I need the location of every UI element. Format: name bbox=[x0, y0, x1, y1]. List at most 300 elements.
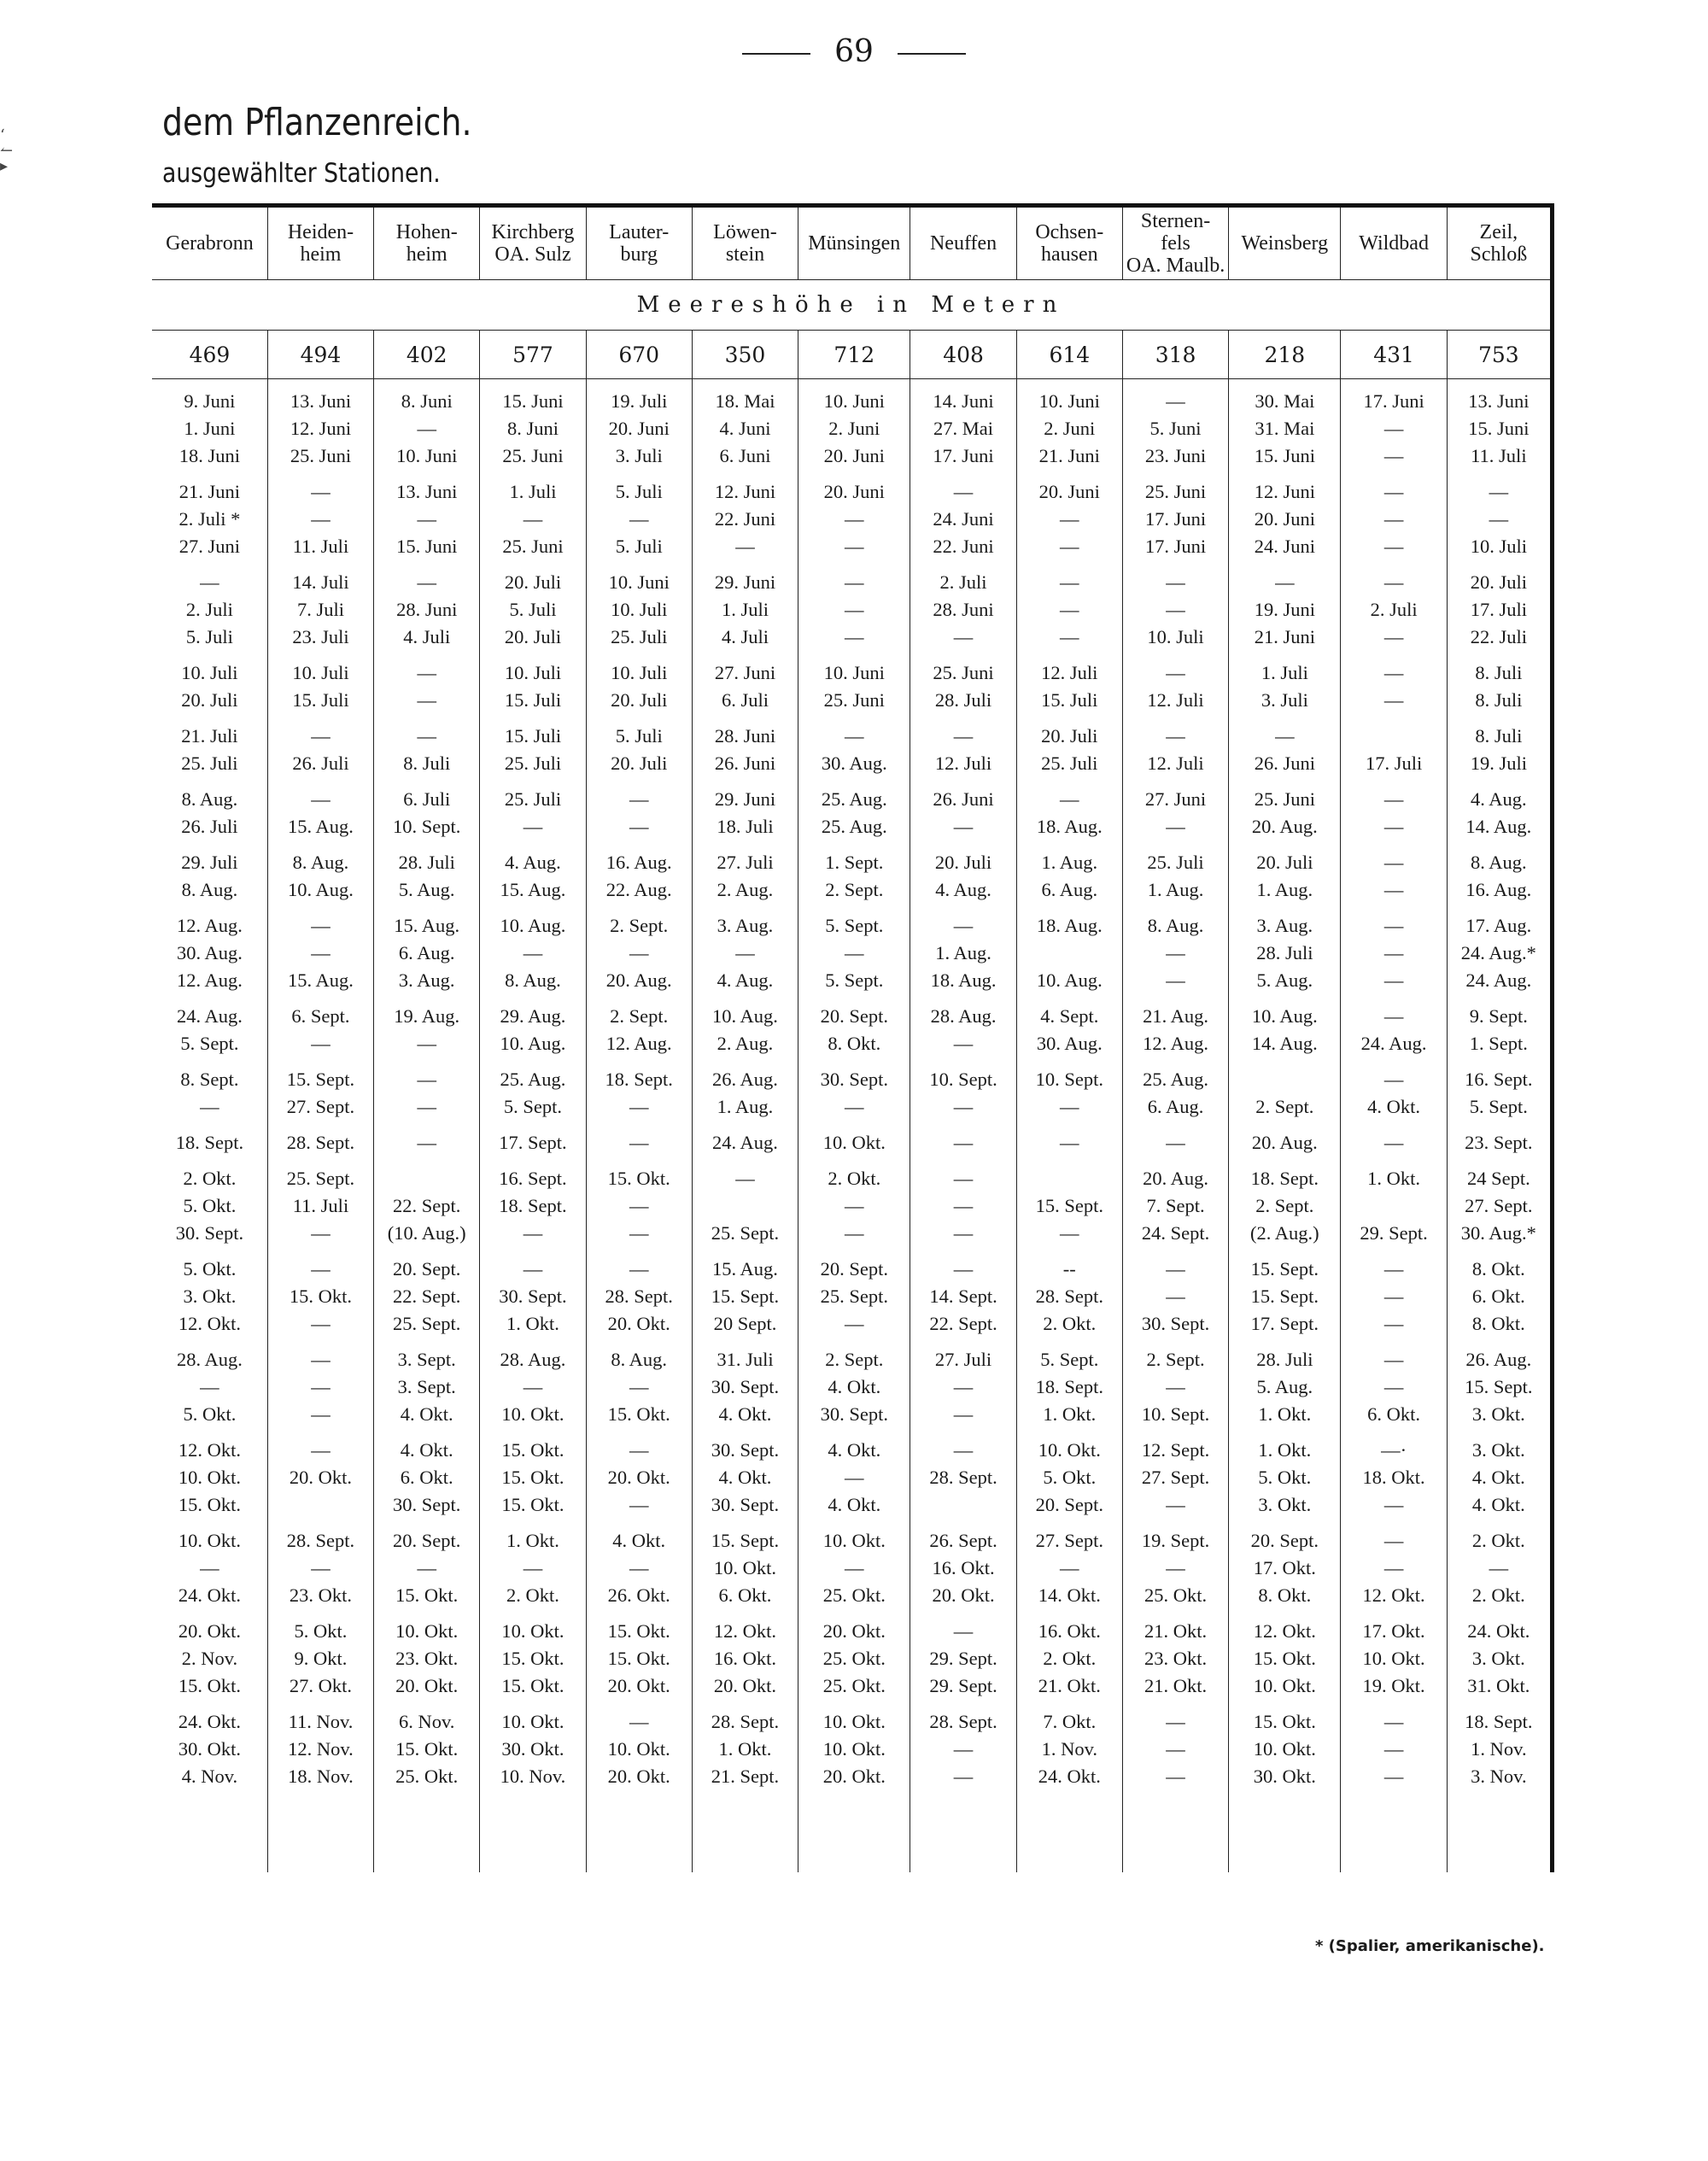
date-cell: 3. Okt. bbox=[1447, 1401, 1552, 1428]
date-cell: 15. Sept. bbox=[1229, 1247, 1341, 1283]
date-cell: 15. Okt. bbox=[1229, 1700, 1341, 1736]
date-cell: 5. Aug. bbox=[1229, 1373, 1341, 1401]
date-cell: 8. Aug. bbox=[181, 879, 238, 900]
table-row bbox=[152, 624, 1553, 651]
date-cell: 6. Juli bbox=[374, 777, 480, 813]
date-cell: 17. Juni bbox=[1341, 379, 1447, 416]
table-row bbox=[152, 1700, 1553, 1736]
date-cell: 22. Juni bbox=[910, 533, 1016, 560]
date-cell: 11. Juli bbox=[267, 1192, 373, 1220]
date-cell: 29. Juli bbox=[181, 852, 238, 873]
date-cell: 2. Aug. bbox=[692, 876, 798, 904]
date-cell: 24. Aug. bbox=[1341, 1030, 1447, 1057]
table-row bbox=[152, 470, 1553, 506]
date-cell: 16. Okt. bbox=[692, 1645, 798, 1672]
date-cell: 15. Aug. bbox=[480, 876, 586, 904]
date-cell: — bbox=[1341, 1700, 1447, 1736]
date-cell: 1. Okt. bbox=[480, 1310, 586, 1338]
spacer-cell bbox=[586, 1790, 692, 1872]
date-cell: 10. Aug. bbox=[480, 1030, 586, 1057]
date-cell bbox=[267, 1491, 373, 1519]
date-cell: 18. Sept. bbox=[175, 1132, 244, 1153]
date-cell: 8. Aug. bbox=[586, 1338, 692, 1373]
table-row bbox=[152, 1763, 1553, 1790]
table-row bbox=[152, 1030, 1553, 1057]
date-cell: 15. Okt. bbox=[480, 1464, 586, 1491]
date-cell: 10. Nov. bbox=[480, 1763, 586, 1790]
date-cell: — bbox=[1122, 596, 1228, 624]
date-cell: — bbox=[798, 1220, 910, 1247]
elevation-value: 218 bbox=[1229, 331, 1341, 379]
date-cell: 8. Okt. bbox=[1447, 1247, 1552, 1283]
date-cell: 16. Okt. bbox=[910, 1555, 1016, 1582]
date-cell: — bbox=[267, 904, 373, 940]
date-cell: 21. Okt. bbox=[1122, 1672, 1228, 1700]
date-cell: — bbox=[1016, 596, 1122, 624]
date-cell: 10. Juli bbox=[586, 596, 692, 624]
elevation-value: 614 bbox=[1016, 331, 1122, 379]
date-cell: — bbox=[1122, 1555, 1228, 1582]
date-cell: 12. Okt. bbox=[1341, 1582, 1447, 1609]
date-cell: 24. Juni bbox=[910, 506, 1016, 533]
station-header-row bbox=[152, 206, 1553, 280]
date-cell: 10. Juni bbox=[1016, 379, 1122, 416]
date-cell: 20. Aug. bbox=[1229, 813, 1341, 840]
date-cell: 5. Sept. bbox=[798, 904, 910, 940]
date-cell: 30. Okt. bbox=[178, 1738, 241, 1760]
date-cell: — bbox=[1341, 1491, 1447, 1519]
date-cell: — bbox=[1016, 777, 1122, 813]
date-cell: — bbox=[1341, 1338, 1447, 1373]
date-cell: 20. Juli bbox=[1447, 560, 1552, 596]
date-cell: — bbox=[1341, 470, 1447, 506]
date-cell: 20. Juni bbox=[798, 442, 910, 470]
date-cell: 19. Juli bbox=[1447, 750, 1552, 777]
date-cell: 24. Okt. bbox=[178, 1584, 241, 1606]
date-cell: 6. Aug. bbox=[374, 940, 480, 967]
date-cell: 8. Okt. bbox=[798, 1030, 910, 1057]
date-cell: 10. Sept. bbox=[910, 1057, 1016, 1093]
footnote: * (Spalier, amerikanische). bbox=[1315, 1937, 1545, 1955]
date-cell: — bbox=[586, 1121, 692, 1157]
table-row bbox=[152, 1672, 1553, 1700]
date-cell: 4. Okt. bbox=[798, 1428, 910, 1464]
table-row bbox=[152, 1057, 1553, 1093]
date-cell: — bbox=[1447, 470, 1552, 506]
date-cell: 15. Sept. bbox=[1447, 1373, 1552, 1401]
date-cell: 2. Nov. bbox=[181, 1648, 238, 1669]
table-row bbox=[152, 904, 1553, 940]
date-cell: 5. Juli bbox=[480, 596, 586, 624]
date-cell: 30. Sept. bbox=[1122, 1310, 1228, 1338]
date-cell: 21. Juli bbox=[181, 725, 238, 747]
date-cell: 25. Aug. bbox=[798, 813, 910, 840]
date-cell: 1. Aug. bbox=[1122, 876, 1228, 904]
date-cell: — bbox=[480, 940, 586, 967]
date-cell: 29. Juni bbox=[692, 777, 798, 813]
date-cell: 17. Okt. bbox=[1341, 1609, 1447, 1645]
date-cell: — bbox=[1122, 967, 1228, 994]
page-number bbox=[0, 34, 1708, 69]
date-cell: 4. Okt. bbox=[692, 1401, 798, 1428]
date-cell bbox=[374, 1157, 480, 1192]
date-cell: 28. Aug. bbox=[176, 1349, 243, 1370]
date-cell: 16. Aug. bbox=[586, 840, 692, 876]
date-cell: 24. Aug. bbox=[176, 1005, 243, 1027]
date-cell: 18. Aug. bbox=[1016, 813, 1122, 840]
date-cell: — bbox=[1122, 813, 1228, 840]
date-cell: 10. Juli bbox=[1122, 624, 1228, 651]
spacer-cell bbox=[480, 1790, 586, 1872]
table-row bbox=[152, 1736, 1553, 1763]
date-cell: 10. Juni bbox=[798, 651, 910, 687]
date-cell: 3. Okt. bbox=[1447, 1645, 1552, 1672]
date-cell: 16. Sept. bbox=[1447, 1057, 1552, 1093]
elevation-value: 408 bbox=[910, 331, 1016, 379]
date-cell: 30. Sept. bbox=[374, 1491, 480, 1519]
date-cell: 20. Sept. bbox=[1016, 1491, 1122, 1519]
date-cell: — bbox=[586, 1220, 692, 1247]
date-cell: 9. Juni bbox=[184, 390, 236, 412]
date-cell: 30. Aug. bbox=[176, 942, 243, 963]
date-cell: 15. Okt. bbox=[480, 1491, 586, 1519]
date-cell: 15. Sept. bbox=[1229, 1283, 1341, 1310]
date-cell: 27. Juni bbox=[692, 651, 798, 687]
date-cell: 25. Okt. bbox=[1122, 1582, 1228, 1609]
date-cell: 15. Juli bbox=[480, 714, 586, 750]
date-cell: 21. Okt. bbox=[1122, 1609, 1228, 1645]
date-cell: 20. Aug. bbox=[1122, 1157, 1228, 1192]
date-cell: 25. Sept. bbox=[798, 1283, 910, 1310]
date-cell: — bbox=[374, 1093, 480, 1121]
date-cell bbox=[1341, 714, 1447, 750]
date-cell bbox=[910, 1491, 1016, 1519]
date-cell: 17. Sept. bbox=[480, 1121, 586, 1157]
table-row bbox=[152, 1192, 1553, 1220]
date-cell: 28. Juli bbox=[1229, 940, 1341, 967]
date-cell: — bbox=[586, 1093, 692, 1121]
date-cell: 28. Juli bbox=[374, 840, 480, 876]
date-cell: — bbox=[1341, 687, 1447, 714]
date-cell: 18. Juni bbox=[178, 445, 241, 466]
station-name: Heiden- heim bbox=[267, 206, 373, 280]
date-cell: 19. Juni bbox=[1229, 596, 1341, 624]
date-cell: 16. Sept. bbox=[480, 1157, 586, 1192]
date-cell: 18. Sept. bbox=[586, 1057, 692, 1093]
date-cell: 3. Okt. bbox=[183, 1285, 237, 1307]
date-cell: 2. Okt. bbox=[1016, 1645, 1122, 1672]
table-row bbox=[152, 687, 1553, 714]
date-cell: 4. Okt. bbox=[798, 1373, 910, 1401]
date-cell: 3. Nov. bbox=[1447, 1763, 1552, 1790]
elevation-row bbox=[152, 331, 1553, 379]
date-cell: 17. Juni bbox=[1122, 506, 1228, 533]
phenology-table bbox=[152, 203, 1554, 1872]
date-cell: 15. Aug. bbox=[267, 967, 373, 994]
station-name: Sternen- fels OA. Maulb. bbox=[1122, 206, 1228, 280]
date-cell: 19. Juli bbox=[586, 379, 692, 416]
date-cell: 10. Okt. bbox=[1341, 1645, 1447, 1672]
date-cell: — bbox=[374, 1057, 480, 1093]
date-cell: 27. Sept. bbox=[1016, 1519, 1122, 1555]
date-cell: 2. Sept. bbox=[586, 994, 692, 1030]
date-cell: 24. Sept. bbox=[1122, 1220, 1228, 1247]
date-cell: 10. Sept. bbox=[374, 813, 480, 840]
date-cell: 20. Sept. bbox=[798, 1247, 910, 1283]
date-cell: 10. Aug. bbox=[1016, 967, 1122, 994]
date-cell: 26. Juni bbox=[692, 750, 798, 777]
date-cell: 27. Juli bbox=[692, 840, 798, 876]
date-cell: 26. Juni bbox=[1229, 750, 1341, 777]
date-cell: — bbox=[586, 1247, 692, 1283]
spacer-cell bbox=[267, 1790, 373, 1872]
date-cell: 18. Aug. bbox=[910, 967, 1016, 994]
date-cell: 2. Okt. bbox=[1447, 1582, 1552, 1609]
date-cell: 28. Juli bbox=[1229, 1338, 1341, 1373]
date-cell: 10. Okt. bbox=[178, 1467, 241, 1488]
date-cell: — bbox=[910, 1220, 1016, 1247]
date-cell: — bbox=[480, 1247, 586, 1283]
date-cell: — bbox=[798, 596, 910, 624]
date-cell: 25. Aug. bbox=[480, 1057, 586, 1093]
date-cell: — bbox=[798, 624, 910, 651]
table-row bbox=[152, 1491, 1553, 1519]
date-cell: 25. Okt. bbox=[798, 1582, 910, 1609]
date-cell: 2. Okt. bbox=[1447, 1519, 1552, 1555]
elevation-value: 670 bbox=[586, 331, 692, 379]
date-cell: 5. Juli bbox=[586, 470, 692, 506]
date-cell: 27. Juni bbox=[178, 536, 241, 557]
date-cell: — bbox=[910, 1373, 1016, 1401]
date-cell: 29. Sept. bbox=[910, 1672, 1016, 1700]
date-cell: 20. Okt. bbox=[267, 1464, 373, 1491]
date-cell: — bbox=[910, 1428, 1016, 1464]
elevation-value: 494 bbox=[267, 331, 373, 379]
date-cell: 30. Sept. bbox=[175, 1222, 244, 1244]
station-name: Wildbad bbox=[1341, 206, 1447, 280]
date-cell: 28. Sept. bbox=[692, 1700, 798, 1736]
date-cell: 4. Okt. bbox=[374, 1428, 480, 1464]
date-cell: 10. Okt. bbox=[1016, 1428, 1122, 1464]
date-cell: 3. Sept. bbox=[374, 1373, 480, 1401]
date-cell: — bbox=[692, 533, 798, 560]
date-cell: 3. Aug. bbox=[374, 967, 480, 994]
date-cell: 20. Sept. bbox=[374, 1519, 480, 1555]
date-cell: 30. Sept. bbox=[798, 1401, 910, 1428]
date-cell: 12. Aug. bbox=[176, 915, 243, 936]
date-cell: 25. Aug. bbox=[798, 777, 910, 813]
date-cell: 10. Okt. bbox=[586, 1736, 692, 1763]
date-cell: — bbox=[798, 533, 910, 560]
date-cell: 20. Juni bbox=[798, 470, 910, 506]
date-cell: — bbox=[267, 506, 373, 533]
date-cell: — bbox=[267, 1401, 373, 1428]
date-cell: 1. Nov. bbox=[1016, 1736, 1122, 1763]
station-name: Neuffen bbox=[910, 206, 1016, 280]
date-cell: 4. Okt. bbox=[1341, 1093, 1447, 1121]
date-cell: 15. Sept. bbox=[692, 1519, 798, 1555]
station-name: Gerabronn bbox=[152, 206, 267, 280]
table-row bbox=[152, 1247, 1553, 1283]
date-cell: — bbox=[910, 714, 1016, 750]
date-cell: — bbox=[910, 904, 1016, 940]
date-cell: 28. Sept. bbox=[910, 1464, 1016, 1491]
date-cell: 27. Juni bbox=[1122, 777, 1228, 813]
date-cell: 2. Juni bbox=[798, 415, 910, 442]
date-cell: — bbox=[1122, 714, 1228, 750]
elevation-value: 469 bbox=[152, 331, 267, 379]
table-row bbox=[152, 442, 1553, 470]
date-cell: 22. Aug. bbox=[586, 876, 692, 904]
date-cell: 2. Sept. bbox=[798, 876, 910, 904]
date-cell: 1. Okt. bbox=[692, 1736, 798, 1763]
date-cell: 10. Okt. bbox=[178, 1530, 241, 1551]
station-name: Lauter- burg bbox=[586, 206, 692, 280]
table-row bbox=[152, 1555, 1553, 1582]
date-cell: 10. Okt. bbox=[692, 1555, 798, 1582]
spacer-cell bbox=[1229, 1790, 1341, 1872]
table-row bbox=[152, 1093, 1553, 1121]
date-cell: — bbox=[1341, 506, 1447, 533]
date-cell: 20. Juni bbox=[586, 415, 692, 442]
elevation-value: 431 bbox=[1341, 331, 1447, 379]
date-cell: 25. Juli bbox=[1016, 750, 1122, 777]
date-cell: 12. Okt. bbox=[178, 1439, 241, 1461]
date-cell: 20. Juli bbox=[586, 687, 692, 714]
date-cell: — bbox=[692, 940, 798, 967]
date-cell: 15. Juni bbox=[374, 533, 480, 560]
date-cell: — bbox=[586, 940, 692, 967]
station-name: Münsingen bbox=[798, 206, 910, 280]
date-cell: 18. Sept. bbox=[1229, 1157, 1341, 1192]
date-cell: 26. Juli bbox=[267, 750, 373, 777]
date-cell: 13. Juni bbox=[374, 470, 480, 506]
date-cell: 12. Aug. bbox=[1122, 1030, 1228, 1057]
date-cell: — bbox=[1016, 1555, 1122, 1582]
spacer-cell bbox=[798, 1790, 910, 1872]
date-cell: — bbox=[200, 1376, 219, 1397]
date-cell: 17. Juli bbox=[1447, 596, 1552, 624]
date-cell: — bbox=[586, 1373, 692, 1401]
table-row bbox=[152, 560, 1553, 596]
date-cell bbox=[1016, 1157, 1122, 1192]
date-cell: 3. Juli bbox=[1229, 687, 1341, 714]
date-cell: — bbox=[374, 651, 480, 687]
date-cell: 24. Aug. bbox=[692, 1121, 798, 1157]
date-cell: 10. Juli bbox=[267, 651, 373, 687]
date-cell: 28. Sept. bbox=[910, 1700, 1016, 1736]
table-row bbox=[152, 533, 1553, 560]
date-cell: 20. Okt. bbox=[178, 1620, 241, 1642]
date-cell: 10. Okt. bbox=[480, 1700, 586, 1736]
table-row bbox=[152, 1609, 1553, 1645]
date-cell: 1. Sept. bbox=[798, 840, 910, 876]
date-cell: 20. Juli bbox=[586, 750, 692, 777]
date-cell: 20. Sept. bbox=[374, 1247, 480, 1283]
date-cell: 10. Juni bbox=[374, 442, 480, 470]
date-cell: — bbox=[910, 1247, 1016, 1283]
date-cell: 5. Okt. bbox=[267, 1609, 373, 1645]
date-cell: 5. Okt. bbox=[183, 1258, 237, 1280]
date-cell: 20. Juli bbox=[910, 840, 1016, 876]
spacer-cell bbox=[692, 1790, 798, 1872]
date-cell: 18. Nov. bbox=[267, 1763, 373, 1790]
date-cell: 28. Sept. bbox=[1016, 1283, 1122, 1310]
date-cell: 15. Okt. bbox=[1229, 1645, 1341, 1672]
date-cell: 15. Juni bbox=[480, 379, 586, 416]
date-cell: 12. Juni bbox=[1229, 470, 1341, 506]
date-cell: 15. Aug. bbox=[692, 1247, 798, 1283]
date-cell: — bbox=[910, 1192, 1016, 1220]
date-cell: — bbox=[1341, 624, 1447, 651]
date-cell: — bbox=[586, 1555, 692, 1582]
date-cell: 5. Juli bbox=[586, 714, 692, 750]
date-cell: — bbox=[910, 1609, 1016, 1645]
date-cell: 20. Okt. bbox=[586, 1672, 692, 1700]
date-cell: 9. Okt. bbox=[267, 1645, 373, 1672]
date-cell: 2. Juli bbox=[1341, 596, 1447, 624]
date-cell: — bbox=[1122, 560, 1228, 596]
date-cell: — bbox=[480, 1373, 586, 1401]
date-cell: — bbox=[1341, 415, 1447, 442]
date-cell: — bbox=[1122, 1491, 1228, 1519]
date-cell: 10. Juli bbox=[1447, 533, 1552, 560]
date-cell: 8. Juli bbox=[1447, 651, 1552, 687]
date-cell bbox=[692, 1192, 798, 1220]
date-cell: 2. Okt. bbox=[183, 1168, 237, 1189]
date-cell: 1. Okt. bbox=[480, 1519, 586, 1555]
date-cell: 14. Sept. bbox=[910, 1283, 1016, 1310]
date-cell: — bbox=[1341, 1519, 1447, 1555]
date-cell: — bbox=[267, 714, 373, 750]
date-cell: 29. Juni bbox=[692, 560, 798, 596]
date-cell: 25. Okt. bbox=[798, 1672, 910, 1700]
date-cell: — bbox=[1341, 1736, 1447, 1763]
spacer-cell bbox=[152, 1790, 267, 1872]
date-cell: — bbox=[374, 1555, 480, 1582]
date-cell: 1. Aug. bbox=[692, 1093, 798, 1121]
date-cell: 5. Sept. bbox=[798, 967, 910, 994]
date-cell: 22. Sept. bbox=[910, 1310, 1016, 1338]
date-cell: 15. Okt. bbox=[267, 1283, 373, 1310]
date-cell: 24. Aug. bbox=[1447, 967, 1552, 994]
date-cell: 26. Juni bbox=[910, 777, 1016, 813]
date-cell: 8. Juli bbox=[1447, 687, 1552, 714]
date-cell: 25. Juni bbox=[1229, 777, 1341, 813]
date-cell: 30. Aug. bbox=[798, 750, 910, 777]
date-cell: — bbox=[1122, 1121, 1228, 1157]
date-cell: 8. Juni bbox=[374, 379, 480, 416]
date-cell: — bbox=[586, 1700, 692, 1736]
date-cell: 3. Okt. bbox=[1447, 1428, 1552, 1464]
date-cell: 12. Nov. bbox=[267, 1736, 373, 1763]
date-cell: — bbox=[1341, 876, 1447, 904]
date-cell: 17. Sept. bbox=[1229, 1310, 1341, 1338]
date-cell: 6. Juni bbox=[692, 442, 798, 470]
date-cell: — bbox=[910, 1401, 1016, 1428]
date-cell: 15. Aug. bbox=[374, 904, 480, 940]
date-cell: 20. Aug. bbox=[586, 967, 692, 994]
date-cell: 1. Okt. bbox=[1341, 1157, 1447, 1192]
date-cell: — bbox=[1122, 1373, 1228, 1401]
date-cell: 26. Juli bbox=[181, 816, 238, 837]
date-cell: — bbox=[1447, 506, 1552, 533]
date-cell: 20. Sept. bbox=[798, 994, 910, 1030]
date-cell: 18. Okt. bbox=[1341, 1464, 1447, 1491]
date-cell: 28. Sept. bbox=[586, 1283, 692, 1310]
date-cell: 4. Aug. bbox=[910, 876, 1016, 904]
date-cell: — bbox=[1122, 1763, 1228, 1790]
